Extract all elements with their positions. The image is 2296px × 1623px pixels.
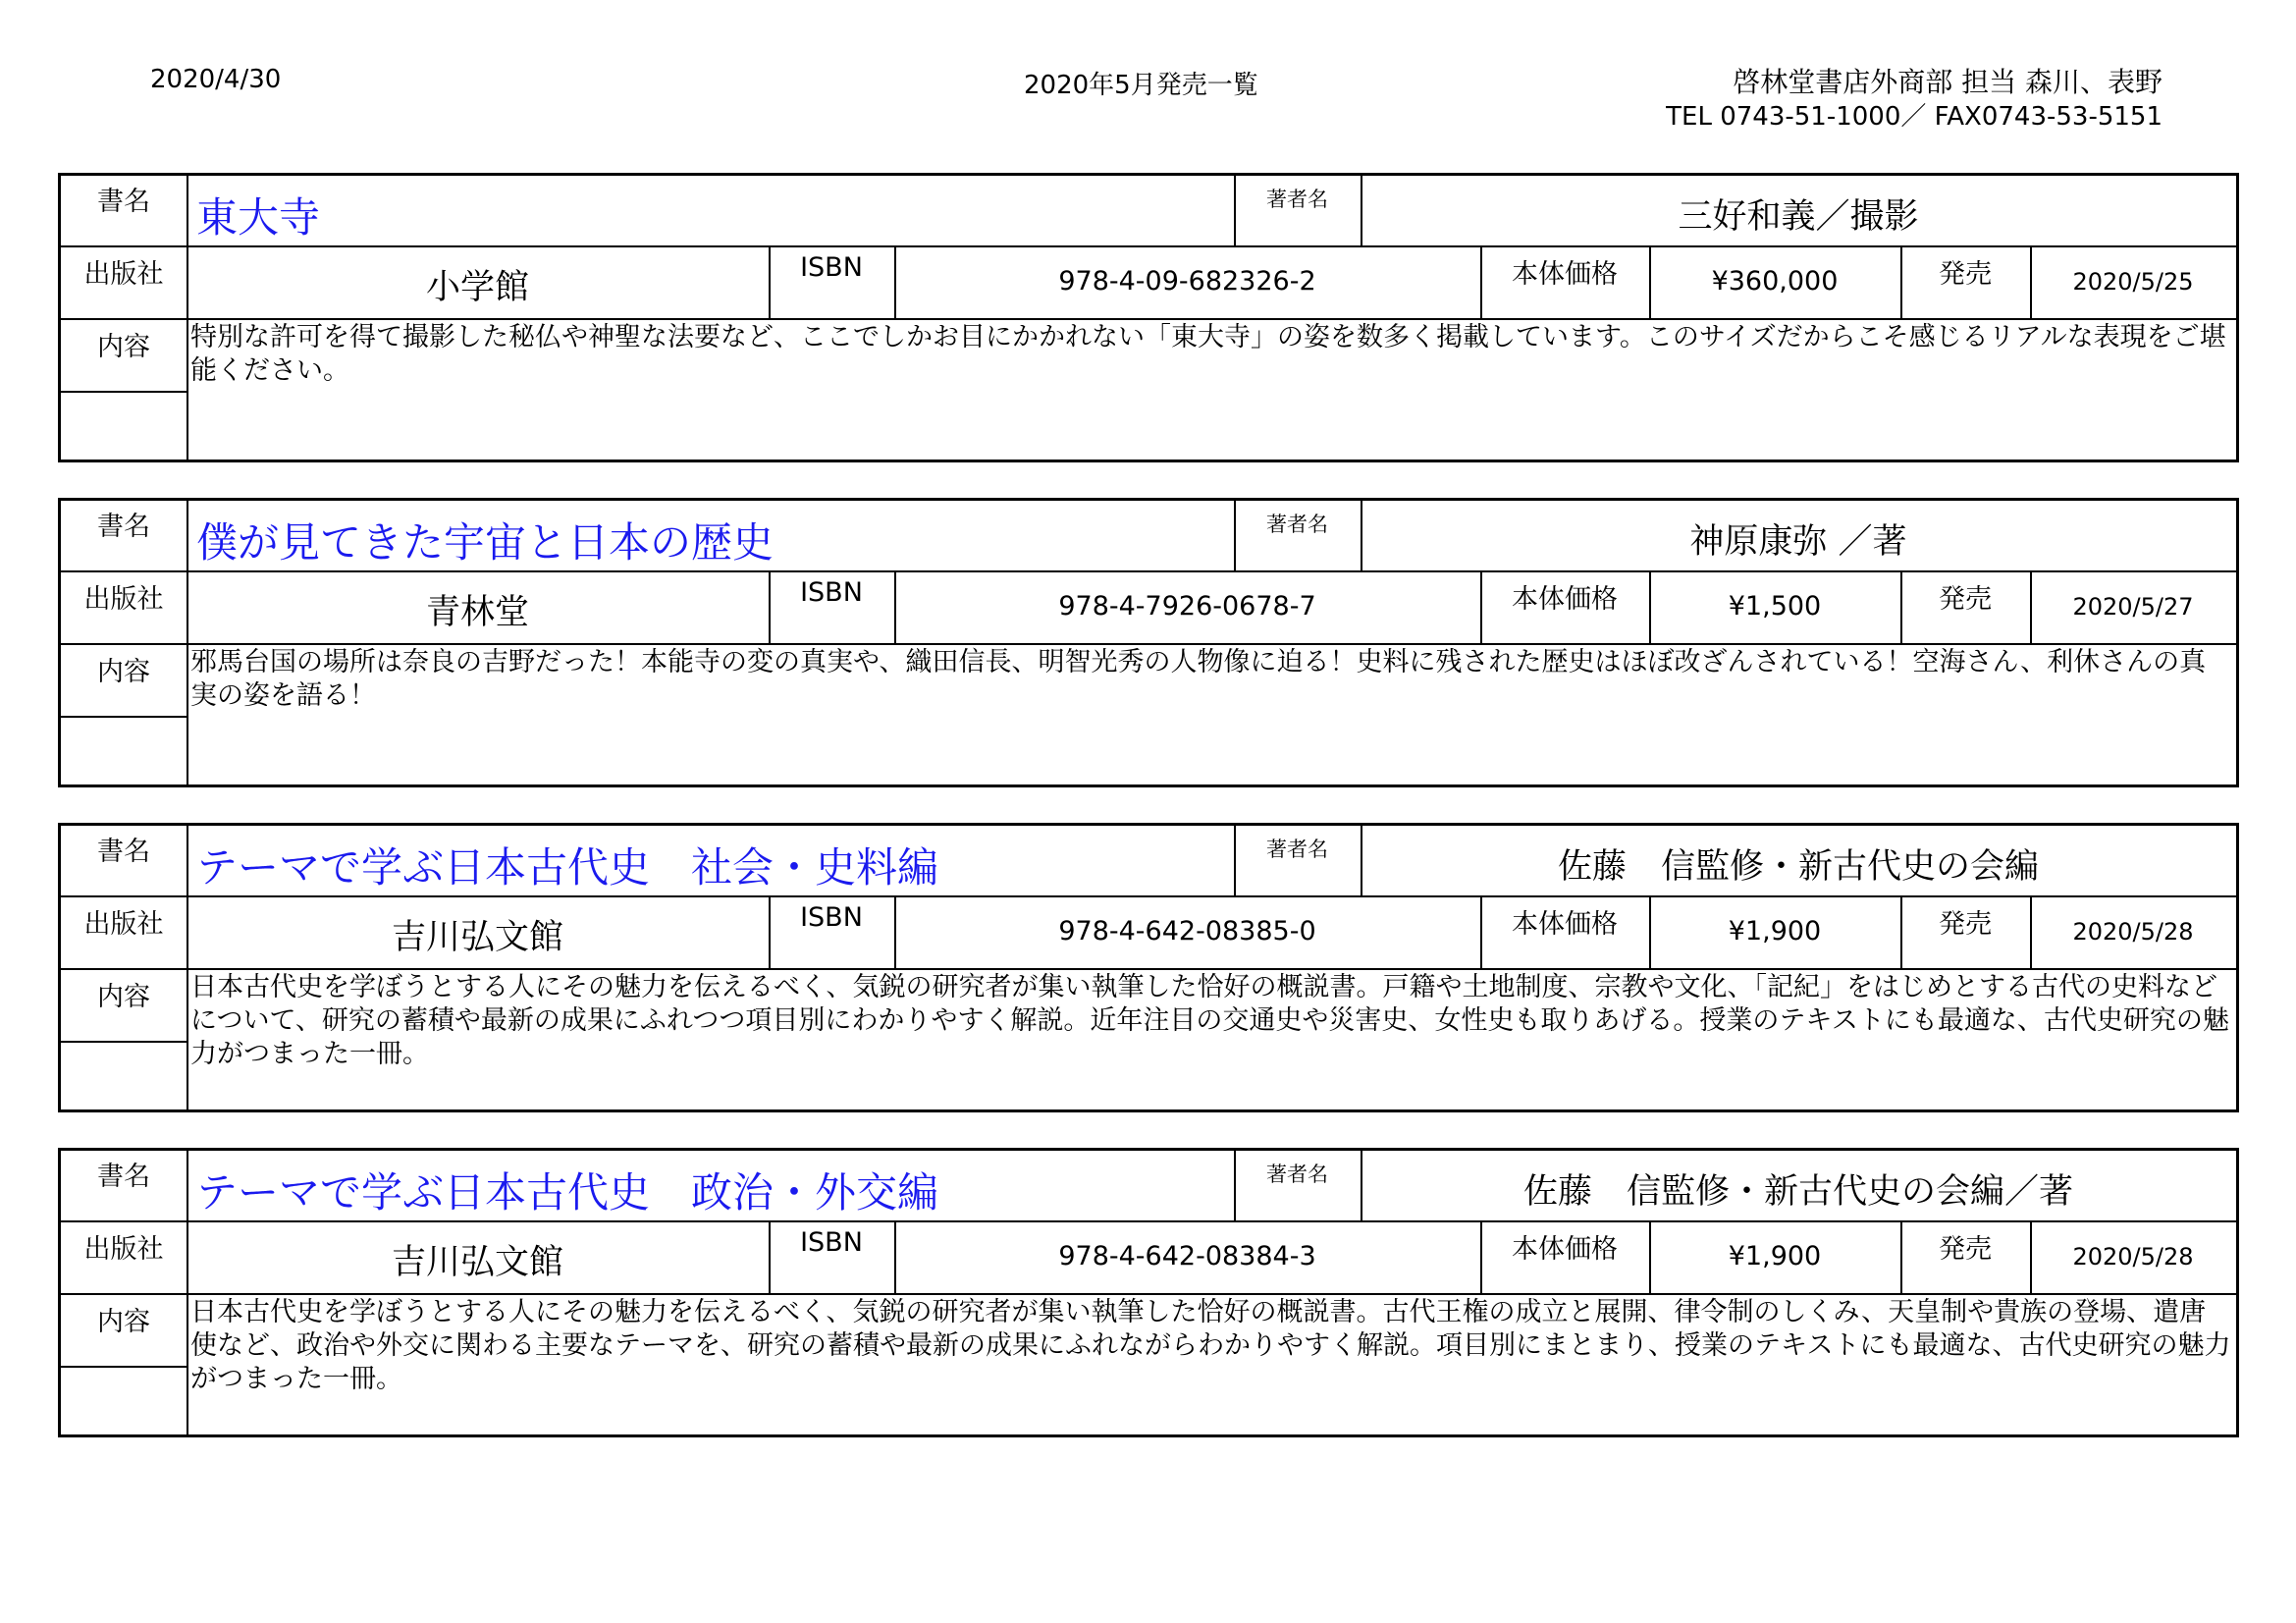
label-title: 書名 — [97, 512, 150, 542]
book-isbn: 978-4-642-08385-0 — [1058, 916, 1316, 947]
label-content: 内容 — [97, 657, 150, 687]
label-author: 著者名 — [1266, 513, 1328, 536]
label-isbn: ISBN — [800, 902, 863, 933]
book-price: ¥1,500 — [1728, 591, 1822, 622]
label-price: 本体価格 — [1512, 584, 1618, 615]
label-content: 内容 — [97, 1307, 150, 1337]
book-price: ¥1,900 — [1728, 916, 1822, 947]
book-publisher: 吉川弘文館 — [391, 1243, 563, 1282]
book-publisher: 小学館 — [425, 268, 529, 307]
label-title: 書名 — [97, 1162, 150, 1192]
book-isbn: 978-4-7926-0678-7 — [1058, 591, 1316, 622]
book-entry — [58, 498, 2239, 787]
book-author: 三好和義／撮影 — [1678, 197, 1919, 237]
book-title: テーマで学ぶ日本古代史 政治・外交編 — [196, 1168, 939, 1217]
book-publisher: 吉川弘文館 — [391, 918, 563, 957]
book-isbn: 978-4-642-08384-3 — [1058, 1241, 1316, 1271]
book-isbn: 978-4-09-682326-2 — [1058, 266, 1316, 297]
label-publisher: 出版社 — [83, 1234, 164, 1265]
book-entry — [58, 1148, 2239, 1437]
book-release-date: 2020/5/28 — [2072, 1243, 2194, 1271]
book-title: 東大寺 — [196, 193, 321, 242]
shop-phone-fax: TEL 0743-51-1000／ FAX0743-53-5151 — [1666, 102, 2163, 132]
label-content: 内容 — [97, 982, 150, 1012]
label-title: 書名 — [97, 837, 150, 867]
book-publisher: 青林堂 — [425, 593, 529, 632]
book-author: 神原康弥 ／著 — [1689, 522, 1907, 562]
book-description: 特別な許可を得て撮影した秘仏や神聖な法要など、ここでしかお目にかかれない「東大寺」の姿を数多く掲載しています。このサイズだからこそ感じるリアルな表現をご堪能ください。 — [190, 322, 2226, 386]
label-release: 発売 — [1939, 1234, 1992, 1265]
book-author: 佐藤 信監修・新古代史の会編 — [1557, 847, 2039, 887]
label-release: 発売 — [1939, 584, 1992, 615]
document-date: 2020/4/30 — [150, 65, 282, 94]
label-isbn: ISBN — [800, 577, 863, 608]
book-entry — [58, 173, 2239, 462]
book-description: 日本古代史を学ぼうとする人にその魅力を伝えるべく、気鋭の研究者が集い執筆した恰好の概説書。戸籍や土地制度、宗教や文化、「記紀」をはじめとする古代の史料などについて、研究の蓄積や最新の成果にふれつつ項目別にわかりやすく解説。近年注目の交通史や災害史、女性史も取りあげる。授業のテキストにも最適な、古代史研究の魅力がつまった一冊。 — [190, 972, 2229, 1069]
label-publisher: 出版社 — [83, 259, 164, 290]
book-release-date: 2020/5/28 — [2072, 918, 2194, 946]
book-release-date: 2020/5/25 — [2072, 268, 2194, 296]
label-isbn: ISBN — [800, 1227, 863, 1258]
label-release: 発売 — [1939, 909, 1992, 940]
book-description: 日本古代史を学ぼうとする人にその魅力を伝えるべく、気鋭の研究者が集い執筆した恰好の概説書。古代王権の成立と展開、律令制のしくみ、天皇制や貴族の登場、遣唐使など、政治や外交に関わる主要なテーマを、研究の蓄積や最新の成果にふれながらわかりやすく解説。項目別にまとまり、授業のテキストにも最適な、古代史研究の魅力がつまった一冊。 — [190, 1297, 2231, 1394]
book-release-date: 2020/5/27 — [2072, 593, 2194, 621]
label-title: 書名 — [97, 187, 150, 217]
label-author: 著者名 — [1266, 188, 1328, 211]
label-publisher: 出版社 — [83, 909, 164, 940]
book-title: 僕が見てきた宇宙と日本の歴史 — [196, 518, 774, 567]
label-isbn: ISBN — [800, 252, 863, 283]
book-entry — [58, 823, 2239, 1112]
document-title: 2020年5月発売一覧 — [1024, 71, 1258, 100]
label-author: 著者名 — [1266, 838, 1328, 861]
book-title: テーマで学ぶ日本古代史 社会・史料編 — [196, 843, 939, 892]
book-author: 佐藤 信監修・新古代史の会編／著 — [1522, 1172, 2073, 1212]
book-description: 邪馬台国の場所は奈良の吉野だった！本能寺の変の真実や、織田信長、明智光秀の人物像に迫る！史料に残された歴史はほぼ改ざんされている！空海さん、利休さんの真実の姿を語る！ — [190, 647, 2207, 711]
label-author: 著者名 — [1266, 1163, 1328, 1186]
book-price: ¥1,900 — [1728, 1241, 1822, 1271]
label-price: 本体価格 — [1512, 1234, 1618, 1265]
label-content: 内容 — [97, 332, 150, 362]
label-release: 発売 — [1939, 259, 1992, 290]
label-publisher: 出版社 — [83, 584, 164, 615]
book-price: ¥360,000 — [1711, 266, 1839, 297]
label-price: 本体価格 — [1512, 259, 1618, 290]
label-price: 本体価格 — [1512, 909, 1618, 940]
shop-contact-person: 啓林堂書店外商部 担当 森川、表野 — [1733, 66, 2163, 98]
